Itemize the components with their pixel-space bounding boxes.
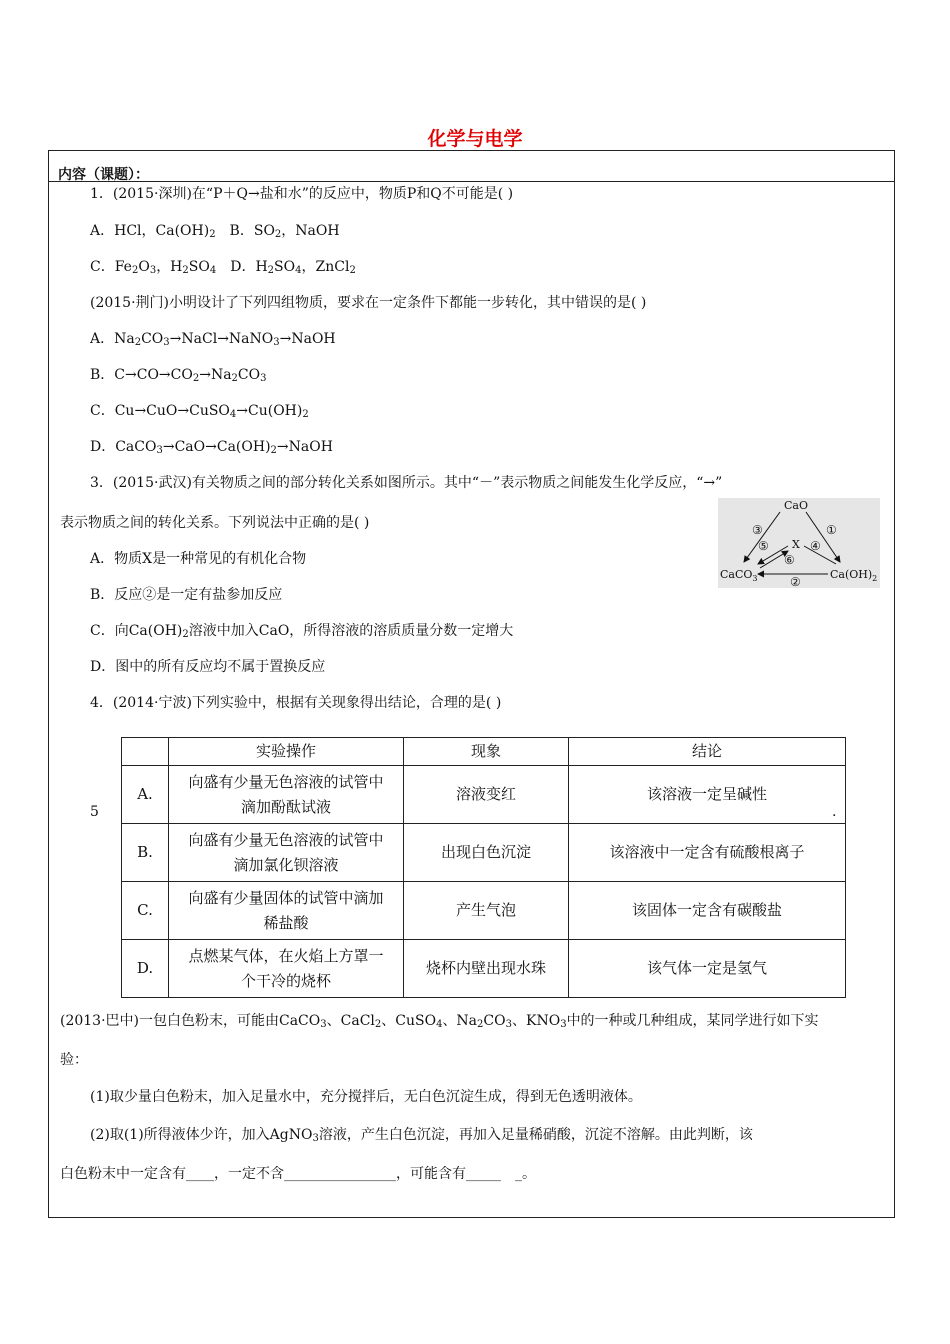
diagram-label-2: ② <box>790 575 801 588</box>
row-operation: 向盛有少量无色溶液的试管中 滴加氯化钡溶液 <box>169 824 404 882</box>
row-conclusion: 该溶液一定呈碱性 <box>569 766 846 824</box>
diagram-arrow-1 <box>806 512 840 562</box>
row-label: D. <box>122 940 169 998</box>
row-conclusion: 该固体一定含有碳酸盐 <box>569 882 846 940</box>
row-phenomenon: 出现白色沉淀 <box>404 824 569 882</box>
experiment-table <box>121 737 846 998</box>
q5-stem: (2013·巴中)一包白色粉末，可能由CaCO$_3$、CaCl$_2$、CuSO$_4$、$Na_2CO_3$、$KNO_3$中的一种或几种组成，某同学进行如下实 <box>60 1013 819 1030</box>
table-header: 现象 <box>404 738 569 766</box>
q3-option-a: A．物质X是一种常见的有机化合物 <box>90 551 307 567</box>
row-operation: 向盛有少量固体的试管中滴加 稀盐酸 <box>169 882 404 940</box>
diagram-node-x: X <box>792 538 800 551</box>
row-operation: 点燃某气体，在火焰上方罩一 个干冷的烧杯 <box>169 940 404 998</box>
side-dot: . <box>832 804 837 820</box>
table-header-row <box>122 738 846 766</box>
table-row <box>122 824 846 882</box>
q2-option-a: A．$Na_2CO_3\to NaCl\to NaNO_3\to NaOH$ <box>90 331 336 348</box>
q3-stem-cont: 表示物质之间的转化关系。下列说法中正确的是( ) <box>60 515 370 531</box>
table-header <box>122 738 169 766</box>
q5-stem-cont: 验： <box>60 1052 88 1068</box>
table-row <box>122 766 846 824</box>
frame-label: 内容（课题）： <box>58 167 149 183</box>
row-conclusion: 该气体一定是氢气 <box>569 940 846 998</box>
row-phenomenon: 溶液变红 <box>404 766 569 824</box>
diagram-label-3: ③ <box>752 523 763 537</box>
table-header: 结论 <box>569 738 846 766</box>
diagram-label-1: ① <box>826 523 837 537</box>
row-label: B. <box>122 824 169 882</box>
diagram-node-caco3: CaCO$_3$ <box>720 568 758 583</box>
diagram-node-caoh2: $Ca(OH)_2$ <box>830 568 878 583</box>
q5-step-2: (2)取(1)所得液体少许，加入AgNO$_3$溶液，产生白色沉淀，再加入足量稀硝酸，沉淀不溶解。由此判断，该 <box>90 1127 753 1144</box>
q2-stem: (2015·荆门)小明设计了下列四组物质，要求在一定条件下都能一步转化，其中错误的是( ) <box>90 295 647 311</box>
table-header: 实验操作 <box>169 738 404 766</box>
q2-option-c: C．$Cu\to CuO\to CuSO_4\to Cu(OH)_2$ <box>90 403 309 420</box>
row-phenomenon: 烧杯内壁出现水珠 <box>404 940 569 998</box>
q1-options-ab: A．HCl，$Ca(OH)_2$ B．$SO_2$，NaOH <box>90 223 340 240</box>
q3-option-d: D．图中的所有反应均不属于置换反应 <box>90 659 326 675</box>
diagram-label-4: ④ <box>810 539 821 553</box>
q1-options-cd: C．$Fe_2O_3$，$H_2SO_4$ D．$H_2SO_4$，ZnCl$_2$ <box>90 259 356 276</box>
row-operation: 向盛有少量无色溶液的试管中 滴加酚酞试液 <box>169 766 404 824</box>
page-title: 化学与电学 <box>427 128 523 150</box>
q5-side-number: 5 <box>90 804 99 820</box>
q5-step-1: (1)取少量白色粉末，加入足量水中，充分搅拌后，无白色沉淀生成，得到无色透明液体。 <box>90 1089 642 1105</box>
q3-stem: 3．(2015·武汉)有关物质之间的部分转化关系如图所示。其中“－”表示物质之间能发生化学反应，“→” <box>90 475 723 491</box>
diagram-label-5: ⑤ <box>758 539 769 553</box>
table-row <box>122 940 846 998</box>
row-conclusion: 该溶液中一定含有硫酸根离子 <box>569 824 846 882</box>
q4-stem: 4．(2014·宁波)下列实验中，根据有关现象得出结论，合理的是( ) <box>90 695 502 711</box>
diagram-label-6: ⑥ <box>784 553 795 567</box>
diagram-node-cao: CaO <box>784 499 808 512</box>
q1-stem: 1．(2015·深圳)在“P＋Q→盐和水”的反应中，物质P和Q不可能是( ) <box>90 186 514 202</box>
q2-option-d: D．$CaCO_3\to CaO\to Ca(OH)_2\to NaOH$ <box>90 439 333 456</box>
q2-option-b: B．$C\to CO\to CO_2\to Na_2CO_3$ <box>90 367 267 384</box>
frame-header-row <box>48 150 895 182</box>
row-label: A. <box>122 766 169 824</box>
row-label: C. <box>122 882 169 940</box>
q3-option-c: C．向$Ca(OH)_2$溶液中加入CaO，所得溶液的溶质质量分数一定增大 <box>90 623 514 640</box>
row-phenomenon: 产生气泡 <box>404 882 569 940</box>
conversion-diagram <box>718 498 880 588</box>
q3-option-b: B．反应②是一定有盐参加反应 <box>90 587 283 603</box>
table-row <box>122 882 846 940</box>
q5-answer-blanks: 白色粉末中一定含有____，一定不含________________，可能含有_____ _。 <box>60 1166 536 1182</box>
